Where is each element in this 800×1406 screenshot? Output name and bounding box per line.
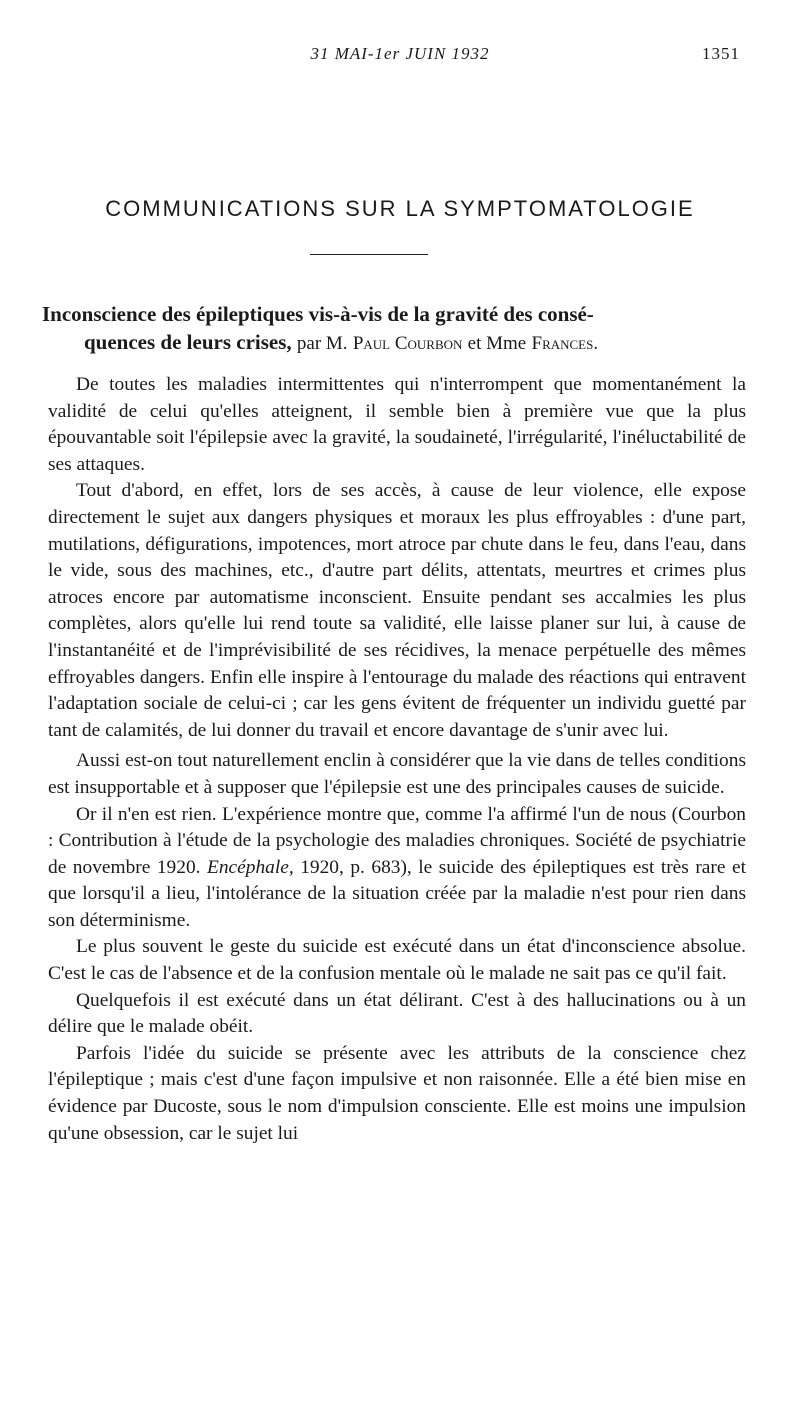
- article-title-line-1: [42, 300, 754, 328]
- paragraph-2: Tout d'abord, en effet, lors de ses accès, à cause de leur violence, elle expose directement le sujet aux dangers physiques et moraux les plus effroyables : d'une part, mutilations, défigurations, impotences, mort atroce par chute dans le feu, dans l'eau, dans le vide, sous des machines, etc., d'autre part délits, attentats, meurtres et crimes plus atroces encore par automatisme inconscient. Ensuite pendant ses accalmies les plus complètes, alors qu'elle lui rend toute sa validité, elle laisse planer sur lui, à cause de l'instantanéité et de l'imprévisibilité de ses récidives, la menace perpétuelle des mêmes effroyables dangers. Enfin elle inspire à l'entourage du malade des réactions qui entravent l'adaptation sociale de celui-ci ; car les gens évitent de fréquenter un individu guetté par tant de calamités, de lui donner du travail et encore davantage de s'unir avec lui.: [48, 480, 746, 741]
- journal-name: Encéphale,: [207, 856, 294, 878]
- title-rule-divider: [310, 254, 428, 255]
- page-number: 1351: [702, 44, 740, 63]
- article-title-line-2: [42, 328, 754, 358]
- paragraph-5: Le plus souvent le geste du suicide est exécuté dans un état d'inconscience absolue. C'est le cas de l'absence et de la confusion mentale où le malade ne sait pas ce qu'il fait.: [48, 936, 746, 985]
- byline-par: par M.: [296, 333, 348, 354]
- author-courbon: Paul Courbon: [352, 333, 463, 354]
- byline-et: et Mme: [467, 333, 527, 354]
- article-title-part-2: quences de leurs crises,: [84, 330, 292, 354]
- running-head-date: 31 MAI-1er JUIN 1932: [310, 44, 490, 63]
- article-body: [48, 372, 746, 1147]
- article-title-part-1: Inconscience des épileptiques vis-à-vis de la gravité des consé-: [42, 302, 594, 326]
- running-head: [60, 44, 740, 68]
- paragraph-4: [48, 802, 746, 935]
- section-title: COMMUNICATIONS SUR LA SYMPTOMATOLOGIE: [105, 196, 695, 221]
- paragraph-4-text-a: Or il n'en est rien. L'expérience montre que, comme l'a affirmé l'un de nous (Courbon : Contribution à l'étude de la psychologie des maladies chroniques. Société de psychiatrie de novembre 1920.: [48, 803, 746, 878]
- paragraph-4-text-b: 1920, p. 683), le suicide des épileptiques est très rare et que lorsqu'il a lieu, l'intolérance de la situation créée par la maladie n'est pour rien dans son déterminisme.: [48, 856, 746, 931]
- paragraph-1: De toutes les maladies intermittentes qui n'interrompent que momentanément la validité de celui qu'elles atteignent, il semble bien à première vue que la plus épouvantable soit l'épilepsie avec la gravité, la soudaineté, l'irrégularité, l'inéluctabilité de ses attaques.: [48, 374, 746, 475]
- paragraph-3: Aussi est-on tout naturellement enclin à considérer que la vie dans de telles conditions est insupportable et à supposer que l'épilepsie est une des principales causes de suicide.: [48, 750, 746, 798]
- article-heading: [42, 300, 754, 358]
- author-frances: Frances.: [531, 333, 599, 354]
- paragraph-7: Parfois l'idée du suicide se présente avec les attributs de la conscience chez l'épileptique ; mais c'est d'une façon impulsive et non raisonnée. Elle a été bien mise en évidence par Ducoste, sous le nom d'impulsion consciente. Elle est moins une impulsion qu'une obsession, car le sujet lui: [48, 1042, 746, 1144]
- paragraph-6: Quelquefois il est exécuté dans un état délirant. C'est à des hallucinations ou à un délire que le malade obéit.: [48, 989, 746, 1038]
